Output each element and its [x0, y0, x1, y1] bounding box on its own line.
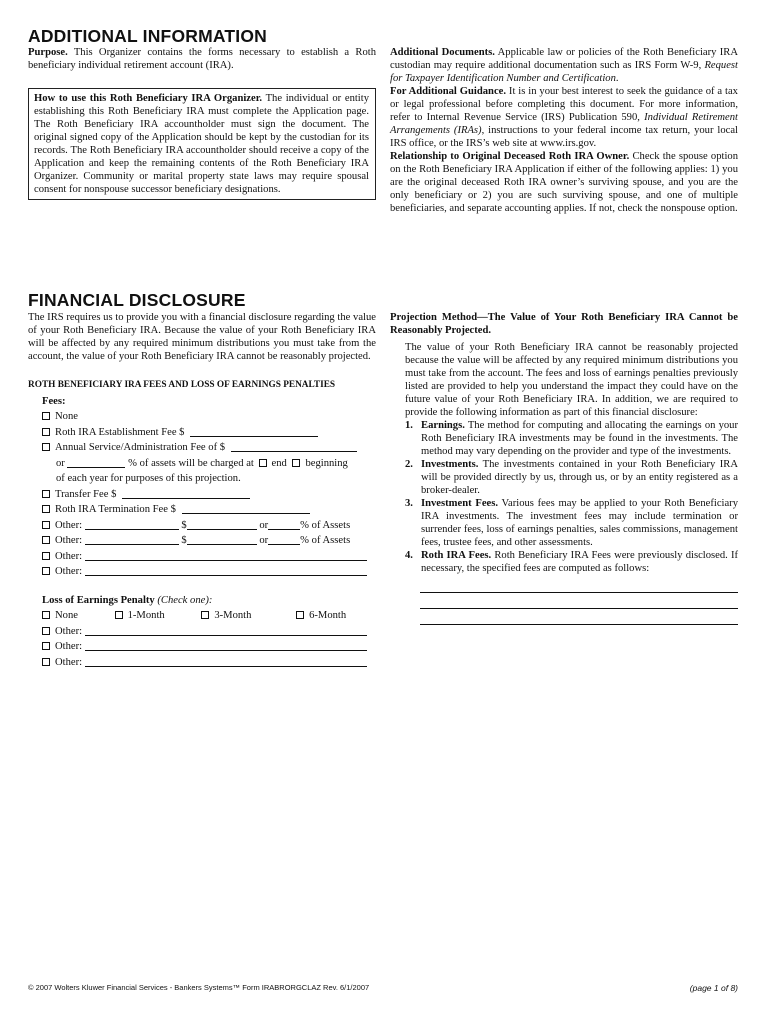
- fee-computation-lines: [420, 577, 738, 625]
- howto-text: The individual or entity establishing this Roth Beneficiary IRA must complete the Application page. The Roth Beneficiary IRA accountholder must sign the document. The original signed copy of the Application should be kept by the custodian for its records. The Roth Beneficiary IRA accountholder should receive a copy of the Application and keep the remaining contents of the Roth Beneficiary IRA Organizer. Community or marital property state laws may require spousal consent for nonspouse successor beneficiary designations.: [34, 93, 369, 195]
- loss-6-month-label: 6-Month: [309, 610, 347, 621]
- loss-1-month-label: 1-Month: [127, 610, 165, 621]
- fee-establishment-label: Roth IRA Establishment Fee $: [55, 426, 185, 438]
- additional-documents-end: .: [615, 73, 619, 84]
- fee-pct-assets-1: % of Assets: [300, 519, 351, 531]
- fee-other-name-field-1[interactable]: [85, 519, 179, 530]
- fee-transfer-row: [42, 487, 376, 503]
- loss-6-month-checkbox[interactable]: [296, 611, 304, 619]
- purpose-paragraph: [28, 46, 376, 72]
- loss-other-row-2: [42, 639, 376, 655]
- fee-none-checkbox[interactable]: [42, 412, 50, 420]
- fee-termination-row: [42, 502, 376, 518]
- fee-establishment-field[interactable]: [190, 426, 318, 437]
- fee-establishment-row: [42, 425, 376, 441]
- fee-other-amount-field-1[interactable]: [187, 519, 257, 530]
- fee-other-amount-field-2[interactable]: [187, 534, 257, 545]
- disclosure-list: [390, 419, 738, 575]
- fee-termination-checkbox[interactable]: [42, 505, 50, 513]
- loss-other-label-1: Other:: [55, 625, 83, 637]
- item-number: 1.: [405, 420, 413, 431]
- fee-dollar-2: $: [181, 535, 187, 546]
- howto-box: [28, 88, 376, 200]
- disclosure-item-earnings: [405, 419, 738, 458]
- item-number: 4.: [405, 550, 413, 561]
- purpose-label: Purpose.: [28, 47, 68, 58]
- loss-other-row-1: [42, 624, 376, 640]
- loss-options-row: [42, 608, 376, 624]
- additional-documents-text: Applicable law or policies of the Roth Beneficiary IRA custodian may require additional documentation such as IRS Form W-9,: [390, 47, 738, 71]
- financial-disclosure-left-column: [28, 311, 376, 670]
- fee-termination-field[interactable]: [182, 503, 310, 514]
- fee-other-row-4: [42, 564, 376, 580]
- howto-label: How to use this Roth Beneficiary IRA Organizer.: [34, 93, 263, 104]
- disclosure-item-roth-ira-fees: [405, 549, 738, 575]
- guidance-label: For Additional Guidance.: [390, 86, 506, 97]
- loss-3-month-checkbox[interactable]: [201, 611, 209, 619]
- item-text: Roth Beneficiary IRA Fees were previously disclosed. If necessary, the specified fees are computed as follows:: [421, 550, 739, 574]
- fee-other-field-3[interactable]: [85, 550, 367, 561]
- fee-pct-assets-2: % of Assets: [300, 535, 351, 546]
- loss-other-label-3: Other:: [55, 656, 83, 668]
- fees-label: Fees:: [42, 396, 66, 407]
- fee-computation-line-3[interactable]: [420, 609, 738, 625]
- fee-other-label-1: Other:: [55, 519, 83, 531]
- loss-other-field-3[interactable]: [85, 656, 367, 667]
- loss-other-checkbox-3[interactable]: [42, 658, 50, 666]
- howto-paragraph: [34, 92, 369, 196]
- guidance-end: , instructions to your federal income tax return, your local IRS office, or the IRS’s web site at www.irs.gov.: [390, 125, 738, 149]
- fee-other-checkbox-2[interactable]: [42, 536, 50, 544]
- fee-each-year-row: of each year for purposes of this projection.: [56, 473, 241, 484]
- loss-check-one: (Check one):: [157, 594, 213, 606]
- loss-other-row-3: [42, 655, 376, 671]
- projection-heading: Projection Method—The Value of Your Roth Beneficiary IRA Cannot be Reasonably Projected.: [390, 312, 738, 336]
- loss-other-field-1[interactable]: [85, 625, 367, 636]
- item-text: The investments contained in your Roth Beneficiary IRA will be provided directly by us, through us, or by an entity registered as a broker-dealer.: [421, 459, 738, 496]
- fee-other-row-2: [42, 533, 376, 549]
- fee-other-label-4: Other:: [55, 566, 83, 577]
- additional-info-left-column: [28, 46, 376, 200]
- footer-page-number: (page 1 of 8): [689, 983, 738, 993]
- fee-other-label-3: Other:: [55, 550, 83, 562]
- fee-end-label: end: [271, 457, 287, 469]
- item-text: The method for computing and allocating the earnings on your Roth Beneficiary IRA investments may be found in the investments. The method may vary depending on the provider and type of the investments.: [421, 420, 738, 457]
- fees-heading: ROTH BENEFICIARY IRA FEES AND LOSS OF EARNINGS PENALTIES: [28, 380, 336, 390]
- loss-none-label: None: [55, 610, 78, 621]
- loss-other-checkbox-2[interactable]: [42, 642, 50, 650]
- fee-transfer-field[interactable]: [122, 488, 250, 499]
- w9-form-title: Request for Taxpayer Identification Number and Certification: [390, 60, 738, 84]
- fee-transfer-checkbox[interactable]: [42, 490, 50, 498]
- loss-3-month-label: 3-Month: [214, 610, 252, 621]
- fee-or-1: or: [259, 519, 269, 531]
- fee-transfer-label: Transfer Fee $: [55, 488, 117, 500]
- fee-establishment-checkbox[interactable]: [42, 428, 50, 436]
- fee-other-pct-field-1[interactable]: [268, 519, 300, 530]
- fee-annual-row: [42, 440, 376, 456]
- financial-disclosure-intro: The IRS requires us to provide you with a financial disclosure regarding the value of your Roth Beneficiary IRA. Because the value of your Roth Beneficiary IRA will be affected by any required minimum distributions you must take from the account, the value of your Roth Beneficiary IRA cannot be reasonably projected.: [28, 312, 376, 362]
- loss-none-checkbox[interactable]: [42, 611, 50, 619]
- fee-percent-label: % of assets will be charged at: [128, 457, 254, 469]
- fee-or-2: or: [259, 535, 269, 546]
- fees-section: [28, 395, 376, 670]
- fee-other-row-1: [42, 518, 376, 534]
- relationship-text: Check the spouse option on the Roth Beneficiary IRA Application if either of the following applies: 1) you are the original deceased Roth IRA owner’s surviving spouse, and you are the only beneficiary or 2) you are such surviving spouse, and one of multiple beneficiaries, and separate accounting applies. If not, check the nonspouse option.: [390, 151, 738, 214]
- relationship-paragraph: [390, 150, 738, 215]
- loss-of-earnings-label: Loss of Earnings Penalty: [42, 594, 155, 606]
- loss-of-earnings-heading: [42, 593, 376, 609]
- item-label: Roth IRA Fees.: [421, 550, 492, 561]
- loss-other-field-2[interactable]: [85, 640, 367, 651]
- fee-none-row: [42, 409, 376, 425]
- item-number: 3.: [405, 498, 413, 509]
- financial-disclosure-heading: FINANCIAL DISCLOSURE: [28, 290, 246, 310]
- fee-other-pct-field-2[interactable]: [268, 534, 300, 545]
- fee-annual-label: Annual Service/Administration Fee of $: [55, 442, 226, 453]
- fee-annual-checkbox[interactable]: [42, 443, 50, 451]
- fee-computation-line-2[interactable]: [420, 593, 738, 609]
- fee-or-label: or: [56, 457, 65, 469]
- loss-other-label-2: Other:: [55, 641, 83, 652]
- item-text: Various fees may be applied to your Roth Beneficiary IRA investments. The investment fees may include termination or surrender fees, loss of earnings penalties, sales commissions, management fees, trustee fees, and other assessments.: [421, 498, 738, 548]
- guidance-text: It is in your best interest to seek the guidance of a tax or legal professional before completing this document. For more information, refer to Internal Revenue Service (IRS) Publication 590,: [390, 86, 738, 123]
- disclosure-item-investment-fees: [405, 497, 738, 549]
- fee-percent-field[interactable]: [67, 457, 125, 468]
- fee-computation-line-1[interactable]: [420, 577, 738, 593]
- fee-percent-row: [42, 456, 376, 472]
- relationship-label: Relationship to Original Deceased Roth IRA Owner.: [390, 151, 630, 162]
- purpose-text: This Organizer contains the forms necessary to establish a Roth beneficiary individual retirement account (IRA).: [28, 47, 376, 71]
- publication-title: Individual Retirement Arrangements (IRAs): [390, 112, 738, 136]
- item-number: 2.: [405, 459, 413, 470]
- fee-other-label-2: Other:: [55, 535, 83, 546]
- fee-other-checkbox-1[interactable]: [42, 521, 50, 529]
- loss-1-month-checkbox[interactable]: [115, 611, 123, 619]
- additional-documents-label: Additional Documents.: [390, 47, 495, 58]
- loss-other-checkbox-1[interactable]: [42, 627, 50, 635]
- footer-copyright: © 2007 Wolters Kluwer Financial Services - Bankers Systems™ Form IRABRORGCLAZ Rev. 6/1/2007: [28, 983, 370, 992]
- item-label: Investments.: [421, 459, 479, 470]
- fee-termination-label: Roth IRA Termination Fee $: [55, 504, 176, 515]
- item-label: Investment Fees.: [421, 498, 498, 509]
- fee-end-checkbox[interactable]: [259, 459, 267, 467]
- projection-paragraph: The value of your Roth Beneficiary IRA cannot be reasonably projected because the value will be affected by any required minimum distributions you must take from the account. The fees and loss of earnings penalties previously listed are provided to help you understand the impact they could have on the future value of your Roth Beneficiary IRA. In addition, we are required to provide the following information as part of this financial disclosure:: [405, 342, 738, 418]
- fee-beginning-checkbox[interactable]: [292, 459, 300, 467]
- fee-annual-field[interactable]: [231, 441, 357, 452]
- fee-other-field-4[interactable]: [85, 565, 367, 576]
- item-label: Earnings.: [421, 420, 465, 431]
- fee-other-name-field-2[interactable]: [85, 534, 179, 545]
- fee-other-row-3: [42, 549, 376, 565]
- additional-information-heading: ADDITIONAL INFORMATION: [28, 26, 268, 46]
- guidance-paragraph: [390, 85, 738, 150]
- additional-documents-paragraph: [390, 46, 738, 85]
- fee-other-checkbox-3[interactable]: [42, 552, 50, 560]
- additional-info-right-column: [390, 46, 738, 215]
- disclosure-item-investments: [405, 458, 738, 497]
- fee-other-checkbox-4[interactable]: [42, 567, 50, 575]
- fee-dollar-1: $: [181, 519, 187, 531]
- financial-disclosure-right-column: [390, 311, 738, 625]
- fee-beginning-label: beginning: [305, 457, 348, 469]
- fee-none-label: None: [55, 411, 78, 422]
